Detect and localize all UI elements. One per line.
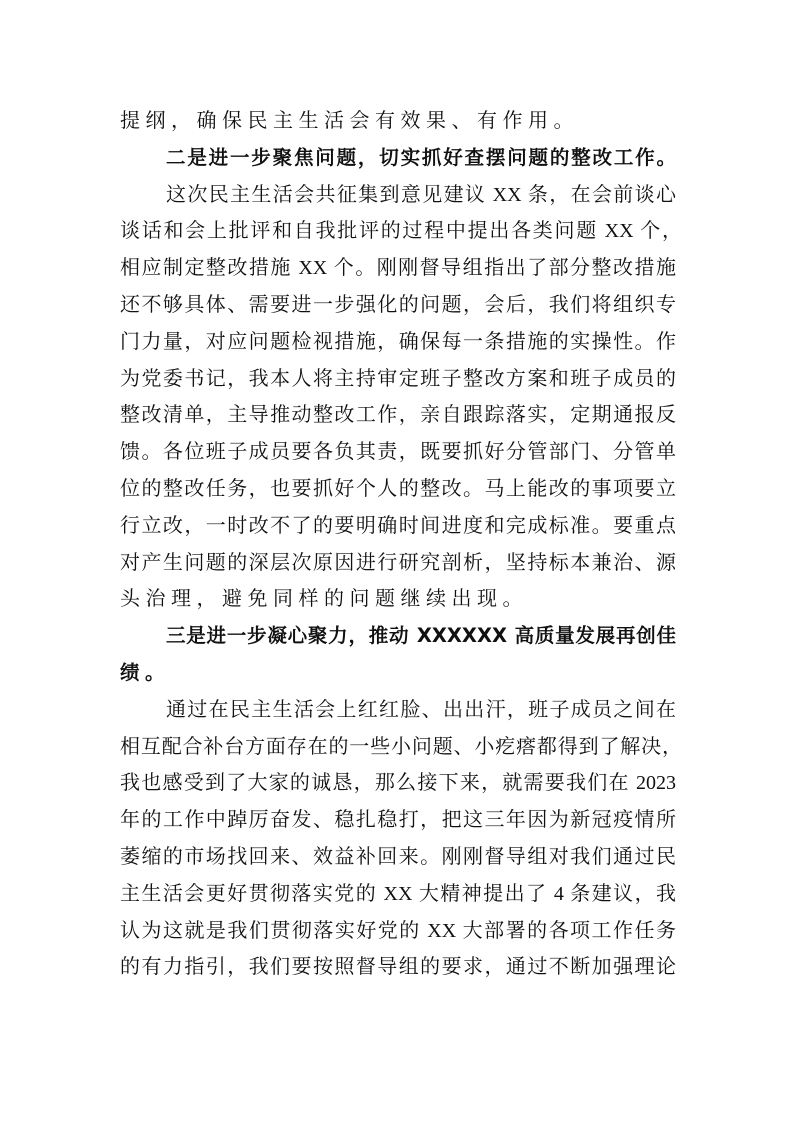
paragraph-line: 行立改，一时改不了的要明确时间进度和完成标准。要重点	[120, 514, 676, 537]
paragraph-line: 谈话和会上批评和自我批评的过程中提出各类问题 XX 个，	[120, 220, 682, 243]
paragraph-line: 对产生问题的深层次原因进行研究剖析，坚持标本兼治、源	[120, 551, 676, 574]
paragraph-line: 相互配合补台方面存在的一些小问题、小疙瘩都得到了解决，	[120, 735, 682, 758]
section-heading-3: 三是进一步凝心聚力，推动 XXXXXX 高质量发展再创佳	[166, 624, 676, 648]
paragraph-line: 这次民主生活会共征集到意见建议 XX 条，在会前谈心	[166, 183, 676, 206]
paragraph-line: 的有力指引，我们要按照督导组的要求，通过不断加强理论	[120, 956, 676, 979]
paragraph-line: 通过在民主生活会上红红脸、出出汗，班子成员之间在	[166, 698, 676, 721]
paragraph-line: 门力量，对应问题检视措施，确保每一条措施的实操性。作	[120, 330, 676, 353]
paragraph-line: 还不够具体、需要进一步强化的问题，会后，我们将组织专	[120, 293, 676, 316]
paragraph-line: 提纲，确保民主生活会有效果、有作用。	[120, 110, 579, 132]
paragraph-line: 萎缩的市场找回来、效益补回来。刚刚督导组对我们通过民	[120, 845, 676, 868]
paragraph-line: 相应制定整改措施 XX 个。刚刚督导组指出了部分整改措施	[120, 257, 676, 280]
paragraph-line: 年的工作中踔厉奋发、稳扎稳打，把这三年因为新冠疫情所	[120, 809, 676, 832]
paragraph-line: 认为这就是我们贯彻落实好党的 XX 大部署的各项工作任务	[120, 919, 676, 942]
section-heading-2: 二是进一步聚焦问题，切实抓好查摆问题的整改工作。	[166, 145, 676, 169]
paragraph-line: 整改清单，主导推动整改工作，亲自跟踪落实，定期通报反	[120, 404, 676, 427]
document-page	[120, 103, 682, 986]
section-heading-3-cont: 绩。	[120, 660, 171, 684]
paragraph-line: 为党委书记，我本人将主持审定班子整改方案和班子成员的	[120, 367, 676, 390]
paragraph-line: 主生活会更好贯彻落实党的 XX 大精神提出了 4 条建议，我	[120, 882, 676, 905]
paragraph-line: 我也感受到了大家的诚恳，那么接下来，就需要我们在 2023	[120, 772, 676, 795]
paragraph-line: 位的整改任务，也要抓好个人的整改。马上能改的事项要立	[120, 477, 676, 500]
paragraph-line: 馈。各位班子成员要各负其责，既要抓好分管部门、分管单	[120, 441, 676, 464]
paragraph-line: 头治理，避免同样的问题继续出现。	[120, 588, 528, 611]
